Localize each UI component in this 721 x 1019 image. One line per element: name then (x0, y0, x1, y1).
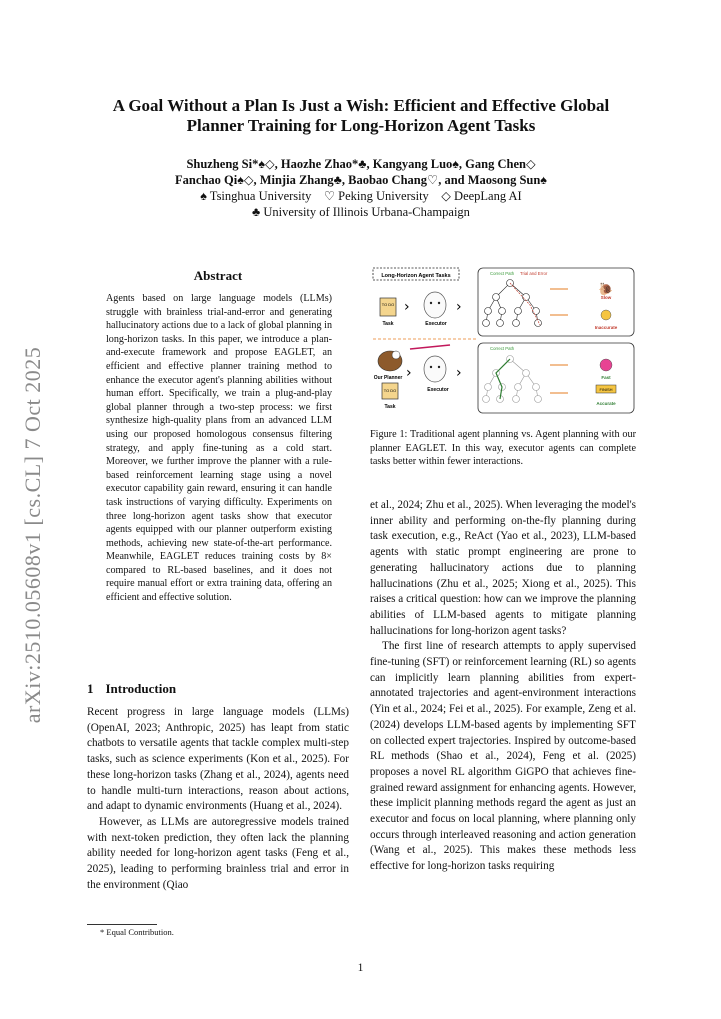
llama-eye-icon (438, 366, 440, 368)
left-column-body (87, 705, 349, 893)
rocket-icon (600, 359, 612, 371)
correct-path (496, 359, 510, 399)
executor-label-top: Executor (425, 321, 447, 327)
correct-path-legend: Correct Path (490, 271, 515, 276)
figure-1 (370, 265, 636, 415)
planner-label: Our Planner (373, 375, 403, 381)
task-label-top: Task (382, 321, 394, 327)
tasks-label: Long-Horizon Agent Tasks (381, 273, 451, 279)
slow-label: Slow (600, 295, 612, 300)
right-column-body (370, 498, 636, 875)
transition-arrow (410, 345, 450, 349)
snail-icon: 🐌 (598, 282, 613, 296)
tree-bottom (483, 356, 542, 403)
todo-label-top: TO DO (381, 302, 395, 307)
section-title: Introduction (105, 681, 177, 696)
trophy-icon (601, 310, 611, 320)
todo-label-bottom: TO DO (383, 388, 397, 393)
executor-label-bottom: Executor (427, 387, 449, 393)
finish-label: FINISH (599, 387, 613, 392)
figure-caption: Figure 1: Traditional agent planning vs. Agent planning with our planner EAGLET. In this way, executor agents can complete tasks better within fewer interactions. (370, 429, 636, 468)
accurate-label: Accurate (596, 401, 616, 406)
author-block (80, 156, 642, 220)
intro-paragraph-4: The first line of research attempts to apply supervised fine-tuning (SFT) or reinforcement learning (RL) so agents can implicitly learn planning abilities from expert-annotated trajectories and agent-environment interactions (Yin et al., 2024; Fei et al., 2025). For example, Zeng et al. (2024) develops LLM-based agents by implementing SFT on collected expert trajectories. Inspired by outcome-based RL methods (Shao et al., 2024), Feng et al. (2025) proposes a novel RL algorithm GiGPO that achieves fine-grained reward assignment for enhancing agents. However, these implicit planning methods regard the agent as just an executor and focus on local planning, where planning only occurs through interleaved reasoning and action generation (Wang et al., 2025). This makes these methods less effective for long-horizon tasks requiring (370, 640, 636, 873)
eagle-head-icon (392, 351, 400, 359)
inaccurate-label: Inaccurate (594, 325, 618, 330)
intro-paragraph-1: Recent progress in large language models (LLMs) (OpenAI, 2023; Anthropic, 2025) has leapt from static chatbots to versatile agents that tackle complex multi-step tasks, such as science experiments (Kon et al., 2025). For these long-horizon tasks (Zhang et al., 2024), agents need to handle multi-turn interactions, reason about actions, and adapt to dynamic environments (Huang et al., 2024). (87, 706, 349, 813)
arrow-icon: › (456, 365, 462, 381)
fast-label: Fast (601, 375, 611, 380)
trial-error-path (510, 283, 540, 325)
intro-paragraph-3: et al., 2024; Zhu et al., 2025). When leveraging the model's inner ability and performing on-the-fly planning during task execution, e.g., ReAct (Yao et al., 2023), LLM-based agents with static prompt engineering are prone to generating hallucinatory actions due to planning hallucinations (Zhu et al., 2025; Xiong et al., 2025). This raises a critical question: how can we improve the planning abilities of LLM-based agents to mitigate planning hallucinations for long-horizon agent tasks? (370, 499, 636, 637)
llama-eye-icon (438, 302, 440, 304)
executor-llama-icon (424, 356, 446, 382)
tree-top (483, 280, 542, 327)
abstract-text: Agents based on large language models (LLMs) struggle with brainless trial-and-error and generating hallucinatory actions due to a lack of global planning in long-horizon tasks. In this paper, we introduce a plan-and-execute framework and propose EAGLET, an efficient and effective planner training method to enhance the executor agent's planning abilities without human effort. Specifically, we train a plug-and-play global planner through a two-step process: we first synthesize high-quality plans from an advanced LLM using our proposed homologous consensus filtering strategy, and apply fine-tuning as a cold start. Moreover, we further improve the planner with a rule-based reinforcement learning stage using a novel executor capability gain reward, ensuring it can handle task instructions of varying difficulty. Experiments on three long-horizon agent tasks show that executor agents equipped with our planner outperform existing methods, achieving new state-of-the-art performance. Meanwhile, EAGLET reduces training costs by 8× compared to RL-based baselines, and it does not require manual effort or extra training data, offering an efficient and effective solution. (106, 293, 332, 604)
llama-eye-icon (430, 302, 432, 304)
arrow-icon: › (404, 299, 410, 315)
abstract-heading: Abstract (193, 268, 243, 283)
arrow-icon: › (406, 365, 412, 381)
arxiv-stamp: arXiv:2510.05608v1 [cs.CL] 7 Oct 2025 (20, 346, 45, 724)
footnote: * Equal Contribution. (100, 927, 174, 937)
trial-error-legend: Trial and Error (520, 271, 548, 276)
task-label-bottom: Task (384, 404, 396, 410)
arrow-icon: › (456, 299, 462, 315)
footnote-rule (87, 924, 157, 925)
authors-line-1: Shuzheng Si*♠◇, Haozhe Zhao*♣, Kangyang Luo♠, Gang Chen◇ (186, 157, 536, 171)
section-heading (87, 681, 347, 697)
intro-paragraph-2: However, as LLMs are autoregressive models trained with next-token prediction, they often lack the planning ability needed for long-horizon agent tasks (Feng et al., 2025), leading to performing brainless trial and error in the environment (Qiao (87, 815, 349, 891)
section-number: 1 (87, 681, 94, 696)
llama-eye-icon (430, 366, 432, 368)
executor-llama-icon (424, 292, 446, 318)
affiliations-line-1: ♠ Tsinghua University ♡ Peking University ◇ DeepLang AI (200, 189, 522, 203)
correct-path-legend-bottom: Correct Path (490, 346, 515, 351)
title-line-2: Planner Training for Long-Horizon Agent Tasks (186, 116, 536, 135)
authors-line-2: Fanchao Qi♠◇, Minjia Zhang♣, Baobao Chang♡, and Maosong Sun♠ (175, 173, 547, 187)
affiliations-line-2: ♣ University of Illinois Urbana-Champaign (252, 205, 470, 219)
paper-title (90, 96, 632, 136)
page-number: 1 (357, 962, 364, 974)
title-line-1: A Goal Without a Plan Is Just a Wish: Efficient and Effective Global (112, 96, 610, 115)
todo-icon (380, 298, 396, 316)
